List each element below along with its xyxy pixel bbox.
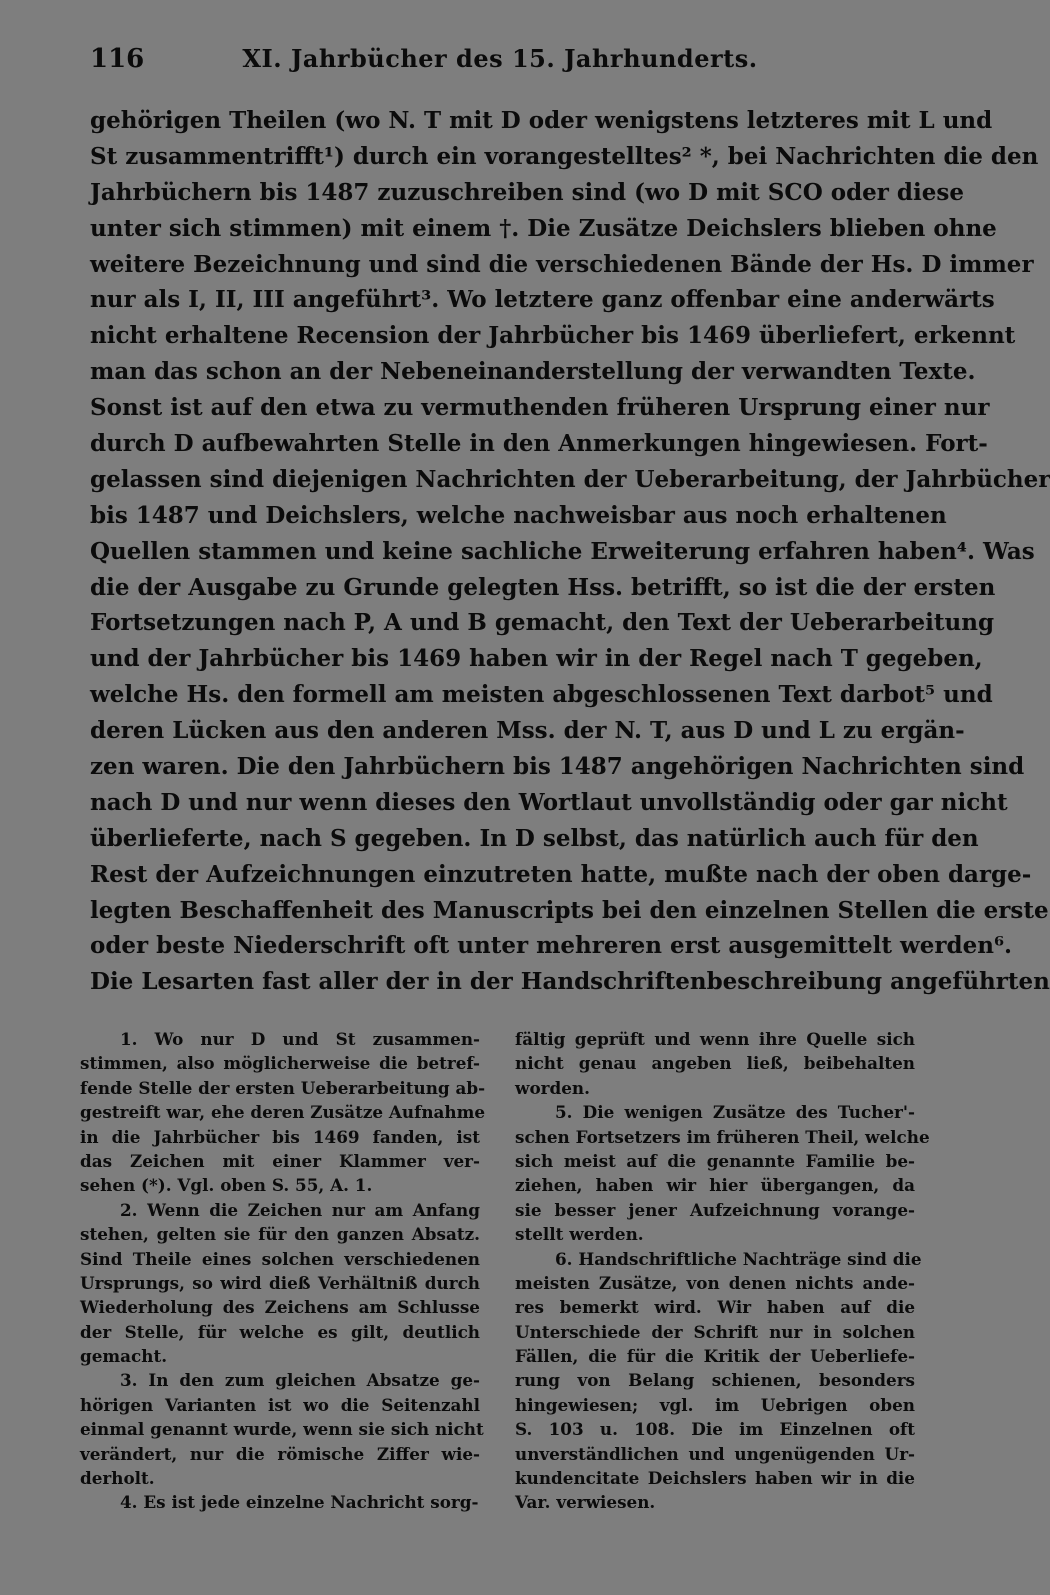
running-title: XI. Jahrbücher des 15. Jahrhunderts. (242, 44, 758, 73)
footnote-line: sie besser jener Aufzeichnung vorange- (515, 1199, 915, 1220)
footnote-line: in die Jahrbücher bis 1469 fanden, ist (80, 1126, 480, 1147)
text-line: deren Lücken aus den anderen Mss. der N. T, aus D und L zu ergän- (90, 717, 965, 745)
footnote-line: 6. Handschriftliche Nachträge sind die (555, 1248, 922, 1269)
footnote-line: gestreift war, ehe deren Zusätze Aufnahme (80, 1102, 486, 1123)
footnote-line: stehen, gelten sie für den ganzen Absatz. (80, 1224, 480, 1245)
footnote-line: Wiederholung des Zeichens am Schlusse (80, 1297, 480, 1318)
footnote-line: S. 103 u. 108. Die im Einzelnen oft (515, 1419, 915, 1440)
text-line: und der Jahrbücher bis 1469 haben wir in der Regel nach T gegeben, (90, 645, 983, 673)
text-line: man das schon an der Nebeneinanderstellung der verwandten Texte. (90, 358, 976, 386)
footnote-line: fende Stelle der ersten Ueberarbeitung ab- (80, 1077, 486, 1098)
footnote-line: fältig geprüft und wenn ihre Quelle sich (515, 1029, 915, 1049)
footnote-line: nicht genau angeben ließ, beibehalten (515, 1053, 915, 1074)
text-line: Rest der Aufzeichnungen einzutreten hatte, mußte nach der oben darge- (90, 860, 1032, 888)
text-line: weitere Bezeichnung und sind die verschiedenen Bände der Hs. D immer (90, 250, 1034, 278)
footnote-line: stellt werden. (515, 1224, 644, 1245)
footnote-line: unverständlichen und ungenügenden Ur- (515, 1443, 915, 1464)
footnote-line: 4. Es ist jede einzelne Nachricht sorg- (120, 1492, 479, 1513)
footnote-line: 2. Wenn die Zeichen nur am Anfang (120, 1199, 480, 1220)
footnote-line: 1. Wo nur D und St zusammen- (120, 1029, 480, 1049)
text-line: zen waren. Die den Jahrbüchern bis 1487 angehörigen Nachrichten sind (90, 753, 1025, 781)
text-line: Jahrbüchern bis 1487 zuzuschreiben sind (wo D mit SCO oder diese (90, 178, 964, 206)
footnote-line: sehen (*). Vgl. oben S. 55, A. 1. (80, 1175, 373, 1196)
text-line: Die Lesarten fast aller der in der Handschriftenbeschreibung angeführten (90, 968, 1050, 996)
text-line: gelassen sind diejenigen Nachrichten der Ueberarbeitung, der Jahrbücher (90, 465, 1050, 493)
page-header (90, 44, 910, 84)
text-line: welche Hs. den formell am meisten abgeschlossenen Text darbot⁵ und (90, 681, 993, 709)
footnote-line: hörigen Varianten ist wo die Seitenzahl (80, 1394, 480, 1415)
footnote-column-left (80, 1027, 486, 1515)
footnote-line: worden. (515, 1077, 590, 1098)
footnote-line: hingewiesen; vgl. im Uebrigen oben (515, 1394, 915, 1415)
text-line: überlieferte, nach S gegeben. In D selbst, das natürlich auch für den (90, 824, 979, 852)
page-number: 116 (90, 44, 145, 74)
text-line: unter sich stimmen) mit einem †. Die Zusätze Deichslers blieben ohne (90, 214, 997, 242)
text-line: nur als I, II, III angeführt³. Wo letztere ganz offenbar eine anderwärts (90, 286, 995, 314)
text-line: Fortsetzungen nach P, A und B gemacht, den Text der Ueberarbeitung (90, 609, 995, 637)
text-line: bis 1487 und Deichslers, welche nachweisbar aus noch erhaltenen (90, 501, 947, 529)
text-line: Quellen stammen und keine sachliche Erweiterung erfahren haben⁴. Was (90, 537, 1035, 565)
text-line: legten Beschaffenheit des Manuscripts bei den einzelnen Stellen die erste (90, 896, 1049, 924)
footnote-line: 5. Die wenigen Zusätze des Tucher'- (555, 1102, 915, 1123)
footnote-line: verändert, nur die römische Ziffer wie- (80, 1443, 480, 1464)
footnote-line: Var. verwiesen. (515, 1492, 656, 1513)
footnote-line: schen Fortsetzers im früheren Theil, welche (515, 1126, 930, 1147)
footnote-line: Fällen, die für die Kritik der Ueberliefe- (515, 1346, 915, 1367)
footnote-line: kundencitate Deichslers haben wir in die (515, 1468, 915, 1489)
footnote-line: stimmen, also möglicherweise die betref- (80, 1053, 480, 1074)
footnote-line: derholt. (80, 1468, 155, 1489)
text-line: Sonst ist auf den etwa zu vermuthenden früheren Ursprung einer nur (90, 394, 990, 422)
text-line: nicht erhaltene Recension der Jahrbücher bis 1469 überliefert, erkennt (90, 322, 1016, 350)
footnote-line: Unterschiede der Schrift nur in solchen (515, 1321, 915, 1342)
footnote-line: res bemerkt wird. Wir haben auf die (515, 1297, 915, 1318)
footnote-line: Sind Theile eines solchen verschiedenen (80, 1248, 480, 1269)
text-line: durch D aufbewahrten Stelle in den Anmerkungen hingewiesen. Fort- (90, 430, 988, 458)
footnote-line: gemacht. (80, 1346, 168, 1367)
footnote-column-right (515, 1027, 930, 1515)
footnote-line: der Stelle, für welche es gilt, deutlich (80, 1321, 480, 1342)
main-text (90, 103, 1050, 1000)
footnote-line: einmal genannt wurde, wenn sie sich nicht (80, 1419, 484, 1440)
text-line: gehörigen Theilen (wo N. T mit D oder wenigstens letzteres mit L und (90, 107, 993, 134)
footnote-line: das Zeichen mit einer Klammer ver- (80, 1150, 480, 1171)
text-line: die der Ausgabe zu Grunde gelegten Hss. betrifft, so ist die der ersten (90, 573, 996, 601)
footnote-line: meisten Zusätze, von denen nichts ande- (515, 1272, 915, 1293)
footnote-line: sich meist auf die genannte Familie be- (515, 1150, 915, 1171)
text-line: oder beste Niederschrift oft unter mehreren erst ausgemittelt werden⁶. (90, 932, 1013, 960)
text-line: St zusammentrifft¹) durch ein vorangestelltes² *, bei Nachrichten die den (90, 142, 1039, 170)
text-line: nach D und nur wenn dieses den Wortlaut unvollständig oder gar nicht (90, 788, 1008, 816)
footnote-line: rung von Belang schienen, besonders (515, 1370, 915, 1391)
footnote-line: Ursprungs, so wird dieß Verhältniß durch (80, 1272, 480, 1293)
footnote-line: 3. In den zum gleichen Absatze ge- (120, 1370, 480, 1391)
footnote-line: ziehen, haben wir hier übergangen, da (515, 1175, 915, 1196)
